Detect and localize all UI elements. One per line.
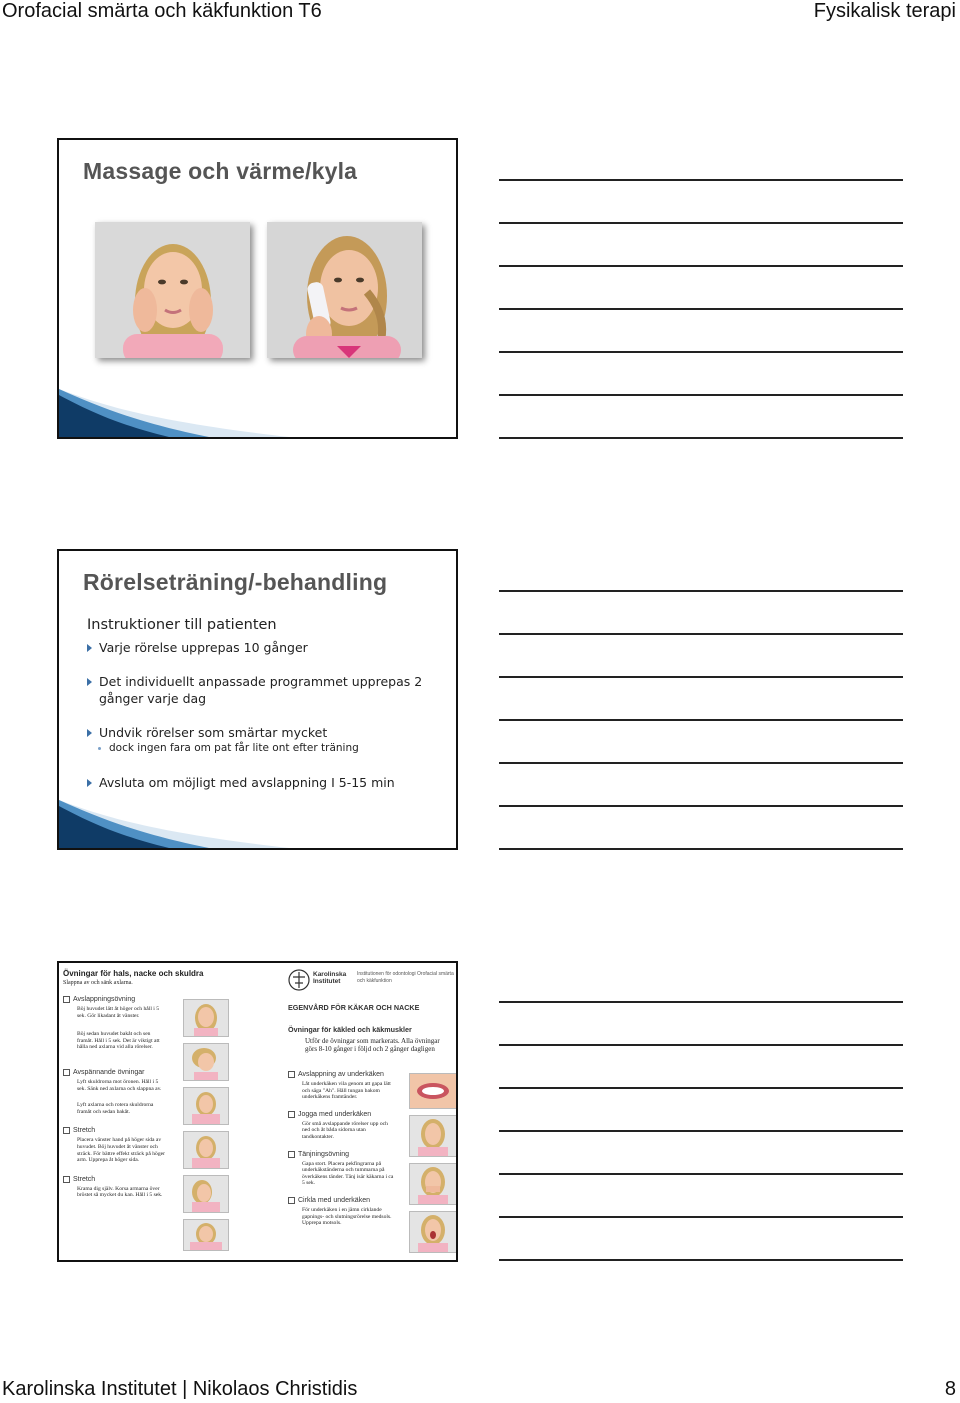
exercise-text: Gapa stort. Placera pekfingrarna på underkäkständerna och tummarna på överkäkens tänder. Tänj isär käkarna i ca 5 sek. [302, 1160, 394, 1187]
exercise-section: Stretch [63, 1176, 238, 1183]
exercise-text: Lyft skuldrorna mot öronen. Håll i 5 sek. Sänk ned axlarna och slappna av. [77, 1078, 162, 1092]
note-line [499, 1087, 903, 1089]
handout-intro: Utför de övningar som markerats. Alla övningar görs 8-10 gånger i följd och 2 gånger dagligen [305, 1037, 440, 1053]
note-line [499, 179, 903, 181]
note-line [499, 1130, 903, 1132]
exercise-photo [183, 1175, 229, 1213]
exercise-section: Avslappning av underkäken [288, 1071, 408, 1078]
exercise-section: Jogga med underkäken [288, 1111, 408, 1118]
exercise-photo [409, 1115, 457, 1157]
note-line [499, 394, 903, 396]
note-line [499, 1173, 903, 1175]
exercise-section: Cirkla med underkäken [288, 1197, 408, 1204]
handout-left-subtitle: Slappna av och sänk axlarna. [63, 980, 133, 986]
exercise-text: Böj sedan huvudet bakåt och sen framåt. Håll i 5 sek. Det är viktigt att hålla ned axlarna vid alla rörelser. [77, 1031, 160, 1051]
bullet-item: Det individuellt anpassade programmet upprepas 2 gånger varje dag [87, 673, 457, 707]
document-title: Orofacial smärta och käkfunktion T6 [2, 0, 322, 22]
note-line [499, 1044, 903, 1046]
notes-lines-slide1 [499, 179, 903, 480]
slide-exercise [57, 549, 458, 850]
exercise-section: Tänjningsövning [288, 1151, 408, 1158]
karolinska-logo-icon [288, 969, 310, 991]
exercise-text: Lyft axlarna och rotera skuldrorna framåt och sedan bakåt. [77, 1102, 154, 1115]
note-line [499, 848, 903, 850]
note-line [499, 762, 903, 764]
exercise-photo [183, 1087, 229, 1125]
bullet-item: Undvik rörelser som smärtar mycket [87, 724, 457, 741]
checkbox-icon [288, 1197, 295, 1204]
handout-left-title: Övningar för hals, nacke och skuldra [63, 969, 204, 978]
department-name: Institutionen för odontologi Orofacial smärta och käkfunktion [357, 971, 454, 984]
slide-title: Massage och värme/kyla [83, 158, 358, 184]
note-line [499, 590, 903, 592]
checkbox-icon [288, 1071, 295, 1078]
exercise-text: För underkäken i en jämn cirklande gapnings- och slutningsrörelse medsols. Upprepa motsols. [302, 1206, 392, 1227]
photo-massage-cheeks [95, 222, 250, 358]
exercise-photo-mouth [409, 1073, 457, 1109]
checkbox-icon [63, 1127, 70, 1134]
checkbox-icon [288, 1151, 295, 1158]
slide-handout [57, 961, 458, 1262]
handout-right-subtitle: Övningar för käkled och käkmuskler [288, 1025, 412, 1034]
exercise-text: Böj huvudet lätt åt höger och håll i 5 sek. Gör likadant åt vänster. [77, 1006, 160, 1019]
note-line [499, 1259, 903, 1261]
exercise-text: Låt underkäken vila genom att gapa lätt och säga "Ah". Håll tungan bakom underkäkens framtänder. [302, 1081, 391, 1101]
exercise-photo [409, 1163, 457, 1205]
section-title: Fysikalisk terapi [813, 0, 956, 22]
exercise-photo [183, 1043, 229, 1081]
exercise-photo [183, 1131, 229, 1169]
note-line [499, 805, 903, 807]
instruction-list [87, 639, 457, 808]
note-line [499, 351, 903, 353]
handout-right-title: EGENVÅRD FÖR KÄKAR OCH NACKE [288, 1003, 420, 1012]
handout-right-column [288, 1071, 408, 1227]
slide-swoosh-decoration [59, 389, 289, 437]
note-line [499, 719, 903, 721]
footer-credit: Karolinska Institutet | Nikolaos Christidis [2, 1378, 358, 1400]
checkbox-icon [288, 1111, 295, 1118]
note-line [499, 1001, 903, 1003]
sub-bullet-item: dock ingen fara om pat får lite ont efter träning [87, 741, 457, 756]
bullet-item: Avsluta om möjligt med avslappning I 5-15 min [87, 774, 457, 791]
slide-swoosh-decoration [59, 800, 289, 848]
institution-name: Karolinska Institutet [313, 971, 347, 985]
exercise-section: Avspännande övningar [63, 1069, 238, 1076]
bullet-item: Varje rörelse upprepas 10 gånger [87, 639, 457, 656]
note-line [499, 1216, 903, 1218]
slide-title: Rörelseträning/-behandling [83, 569, 388, 595]
exercise-section: Avslappningsövning [63, 996, 238, 1003]
checkbox-icon [63, 1069, 70, 1076]
exercise-text: Gör små avslappande rörelser upp och ned och åt båda sidorna utan tandkontakter. [302, 1120, 388, 1140]
exercise-section: Stretch [63, 1127, 238, 1134]
note-line [499, 676, 903, 678]
photo-cold-pack [267, 222, 422, 358]
exercise-text: Krama dig själv. Korsa armarna över bröstet så mycket du kan. Håll i 5 sek. [77, 1185, 163, 1199]
note-line [499, 437, 903, 439]
exercise-photo [183, 1219, 229, 1251]
checkbox-icon [63, 996, 70, 1003]
note-line [499, 222, 903, 224]
instructions-heading: Instruktioner till patienten [87, 617, 277, 633]
slide-massage [57, 138, 458, 439]
exercise-photo [183, 999, 229, 1037]
notes-lines-slide3 [499, 1001, 903, 1302]
checkbox-icon [63, 1176, 70, 1183]
page-number: 8 [944, 1378, 956, 1400]
exercise-photo [409, 1211, 457, 1253]
note-line [499, 265, 903, 267]
note-line [499, 633, 903, 635]
notes-lines-slide2 [499, 590, 903, 891]
exercise-text: Placera vänster hand på höger sida av huvudet. Böj huvudet åt vänster och sträck. För bättre effekt sträck på höger arm. Upprepa åt höger sida. [77, 1137, 165, 1164]
note-line [499, 308, 903, 310]
